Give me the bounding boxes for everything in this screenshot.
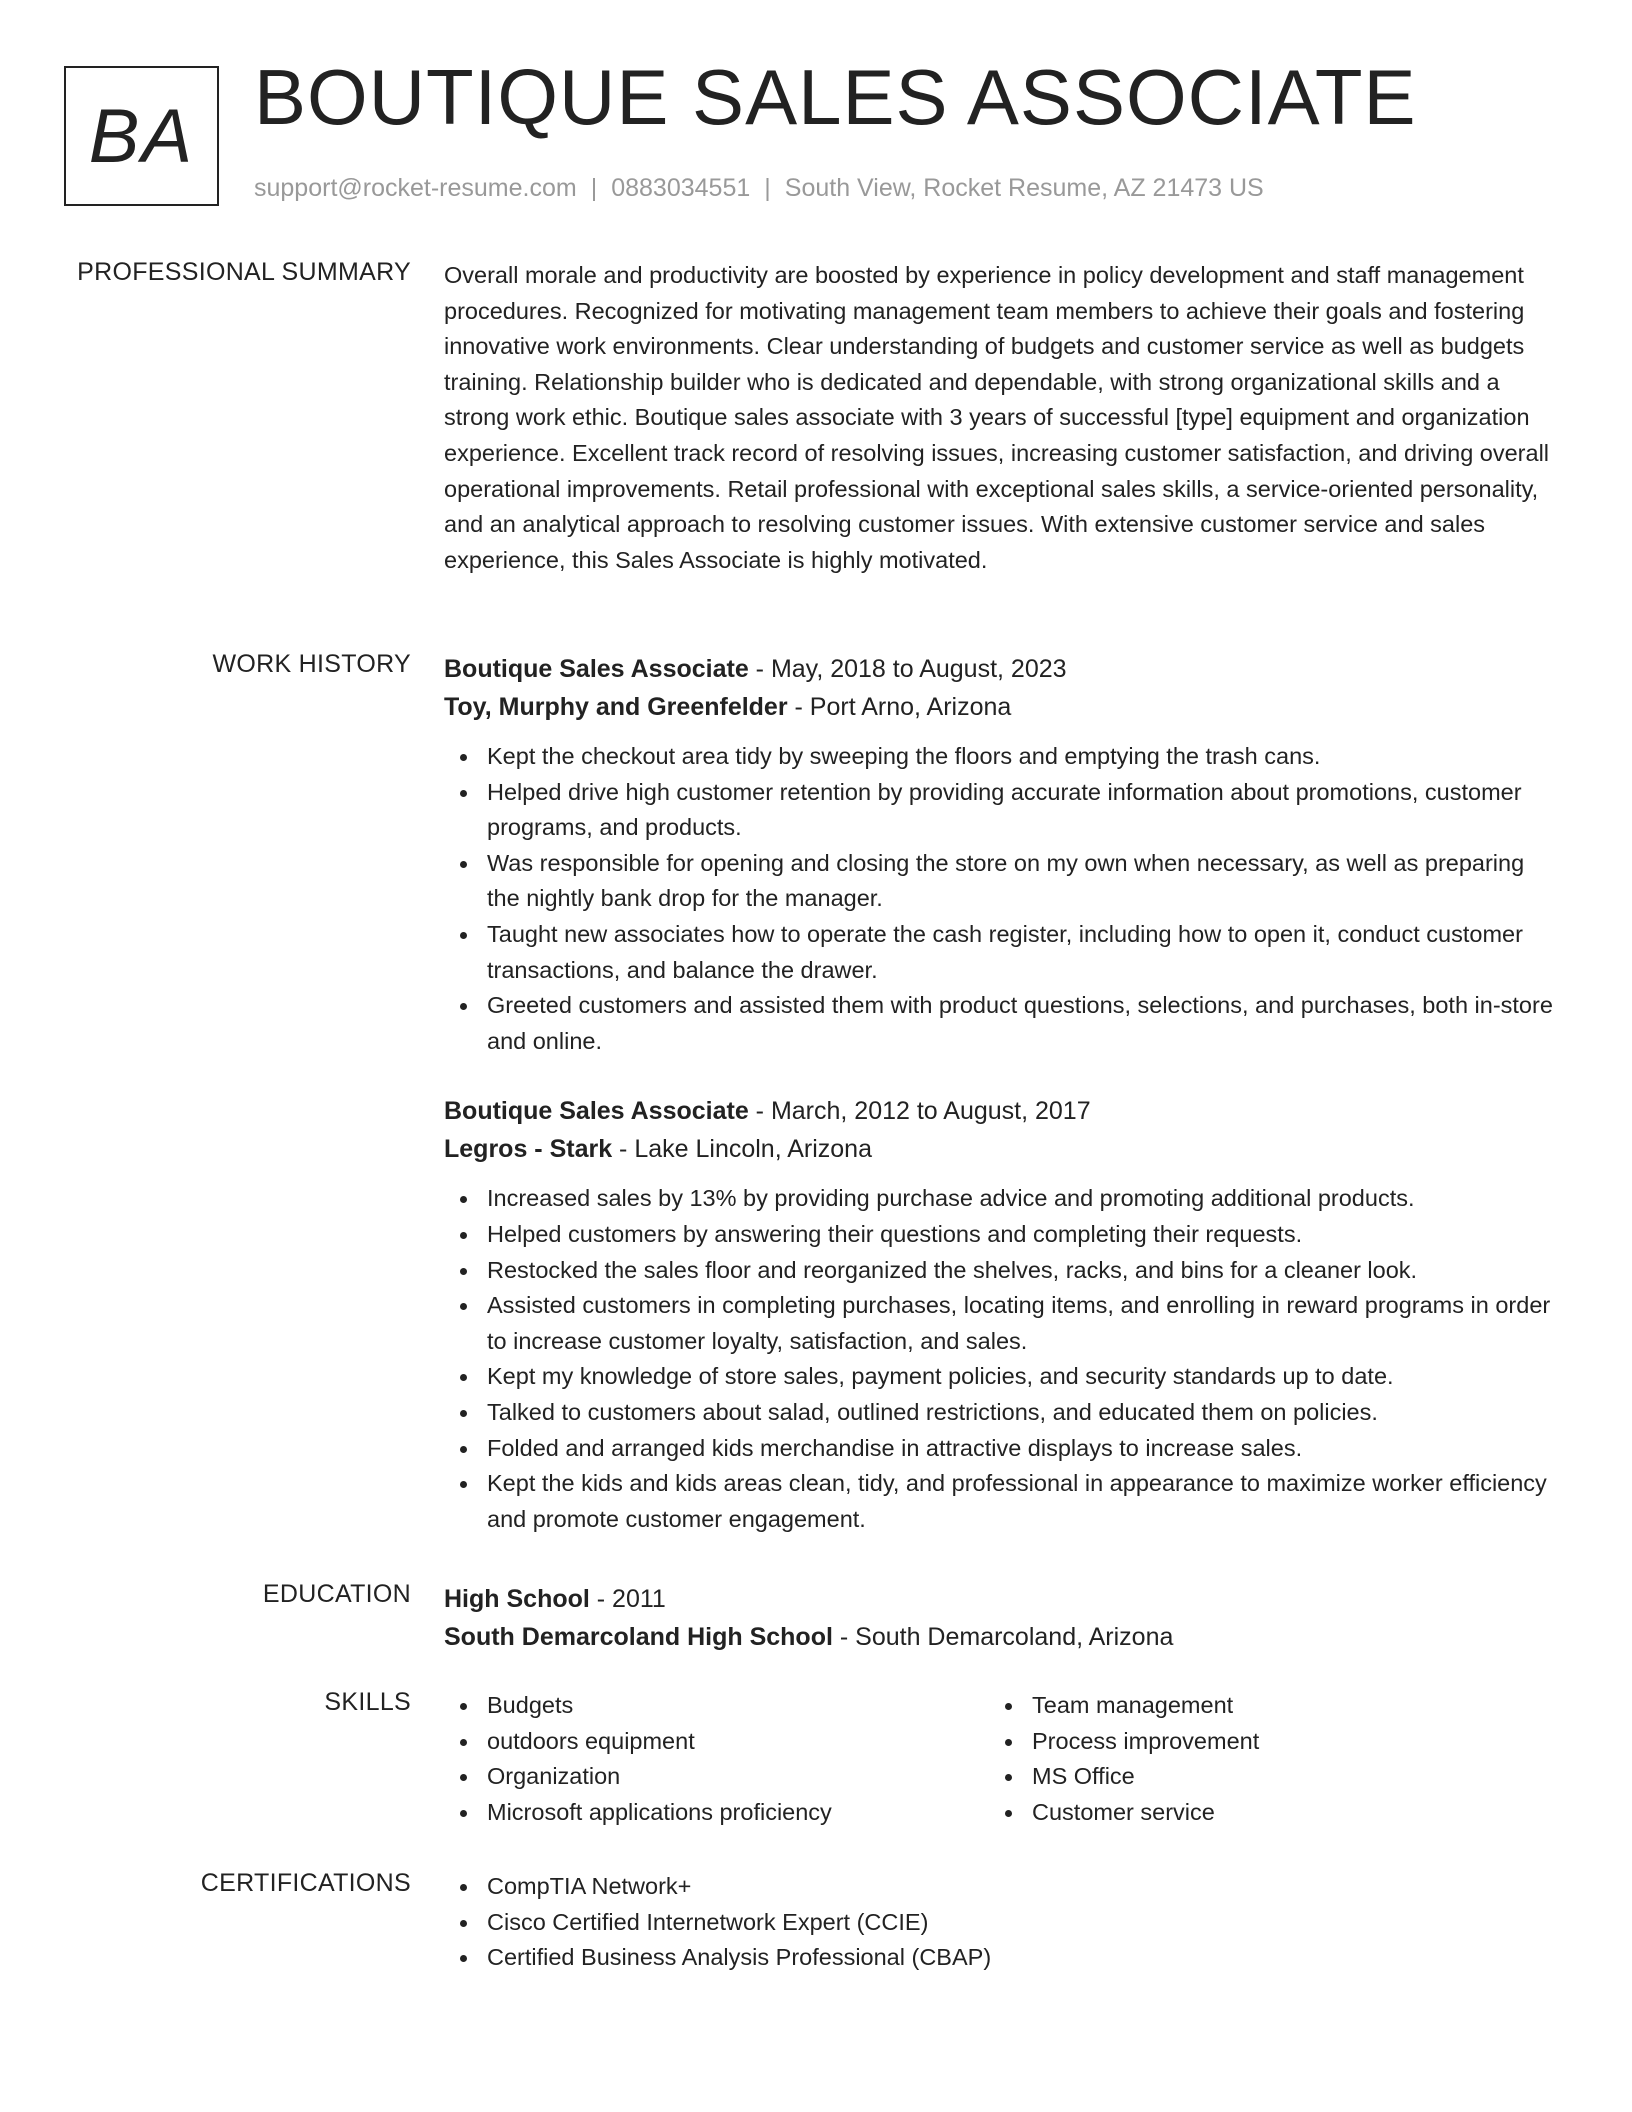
education-heading: EDUCATION: [262, 1580, 411, 1608]
job-bullet: Kept the checkout area tidy by sweeping the floors and emptying the trash cans.: [487, 739, 1554, 775]
certification-item: CompTIA Network+: [487, 1869, 1554, 1905]
job-bullet: Folded and arranged kids merchandise in attractive displays to increase sales.: [487, 1431, 1554, 1467]
skill-item: Process improvement: [1032, 1724, 1534, 1760]
contact-line: [254, 174, 1264, 203]
certification-item: Cisco Certified Internetwork Expert (CCIE): [487, 1905, 1554, 1941]
skill-item: MS Office: [1032, 1759, 1534, 1795]
job-bullet: Helped drive high customer retention by providing accurate information about promotions, customer programs, and products.: [487, 775, 1554, 846]
education-location: - South Demarcoland, Arizona: [832, 1623, 1174, 1651]
job-entry: [444, 1092, 1554, 1537]
job-location: - Port Arno, Arizona: [787, 693, 1012, 721]
job-dates: - March, 2012 to August, 2017: [748, 1097, 1091, 1126]
skills-body: [444, 1688, 1554, 1830]
contact-email[interactable]: support@rocket-resume.com: [254, 174, 577, 202]
skill-item: Team management: [1032, 1688, 1534, 1724]
job-title: Boutique Sales Associate: [444, 1097, 749, 1126]
job-location: - Lake Lincoln, Arizona: [612, 1135, 872, 1164]
job-title-line: [444, 650, 1554, 688]
education-degree: High School: [444, 1585, 590, 1613]
certifications-body: [444, 1869, 1554, 1976]
job-company: Legros - Stark: [444, 1135, 613, 1164]
resume-title: BOUTIQUE SALES ASSOCIATE: [254, 53, 1417, 141]
job-title: Boutique Sales Associate: [444, 655, 749, 683]
certification-item: Certified Business Analysis Professional (CBAP): [487, 1940, 1554, 1976]
skill-item: Budgets: [487, 1688, 989, 1724]
work-history-heading: WORK HISTORY: [212, 650, 411, 678]
job-bullet: Assisted customers in completing purchases, locating items, and enrolling in reward programs in order to increase customer loyalty, satisfaction, and sales.: [487, 1288, 1554, 1359]
job-company: Toy, Murphy and Greenfelder: [444, 693, 788, 721]
job-bullet: Helped customers by answering their questions and completing their requests.: [487, 1217, 1554, 1253]
job-bullets: [444, 739, 1554, 1059]
skill-item: outdoors equipment: [487, 1724, 989, 1760]
job-bullet: Greeted customers and assisted them with product questions, selections, and purchases, both in-store and online.: [487, 988, 1554, 1059]
job-bullet: Kept the kids and kids areas clean, tidy, and professional in appearance to maximize worker efficiency and promote customer engagement.: [487, 1466, 1554, 1537]
monogram-box: [64, 66, 219, 206]
job-dates: - May, 2018 to August, 2023: [748, 655, 1067, 683]
summary-heading: PROFESSIONAL SUMMARY: [77, 258, 411, 286]
education-degree-line: [444, 1580, 1554, 1618]
contact-separator: |: [590, 174, 598, 202]
job-bullet: Was responsible for opening and closing the store on my own when necessary, as well as preparing the nightly bank drop for the manager.: [487, 846, 1554, 917]
job-entry: [444, 650, 1554, 1059]
contact-separator: |: [764, 174, 771, 202]
summary-text: Overall morale and productivity are boosted by experience in policy development and staff management procedures. Recognized for motivating management team members to achieve their goals and fostering innovative work environments. Clear understanding of budgets and customer service as well as budgets training. Relationship builder who is dedicated and dependable, with strong organizational skills and a strong work ethic. Boutique sales associate with 3 years of successful [type] equipment and organization experience. Excellent track record of resolving issues, increasing customer satisfaction, and driving overall operational improvements. Retail professional with exceptional sales skills, a service-oriented personality, and an analytical approach to resolving customer issues. With extensive customer service and sales experience, this Sales Associate is highly motivated.: [444, 262, 1550, 573]
work-history-body: [444, 650, 1554, 1537]
job-company-line: [444, 688, 1554, 726]
summary-body: [444, 258, 1554, 578]
education-school-line: [444, 1618, 1554, 1656]
skills-column-left: [444, 1688, 989, 1830]
job-bullet: Restocked the sales floor and reorganized the shelves, racks, and bins for a cleaner look.: [487, 1253, 1554, 1289]
contact-phone[interactable]: 0883034551: [611, 174, 751, 202]
skill-item: Microsoft applications proficiency: [487, 1795, 989, 1831]
initials: BA: [88, 93, 195, 179]
job-title-line: [444, 1092, 1554, 1130]
skill-item: Customer service: [1032, 1795, 1534, 1831]
job-bullet: Kept my knowledge of store sales, payment policies, and security standards up to date.: [487, 1359, 1554, 1395]
job-bullet: Talked to customers about salad, outlined restrictions, and educated them on policies.: [487, 1395, 1554, 1431]
education-body: [444, 1580, 1554, 1656]
job-bullet: Taught new associates how to operate the cash register, including how to open it, conduct customer transactions, and balance the drawer.: [487, 917, 1554, 988]
certifications-list: [444, 1869, 1554, 1976]
skills-heading: SKILLS: [324, 1688, 411, 1716]
skills-column-right: [989, 1688, 1534, 1830]
job-bullets: [444, 1181, 1554, 1537]
job-bullet: Increased sales by 13% by providing purchase advice and promoting additional products.: [487, 1181, 1554, 1217]
education-year: - 2011: [589, 1585, 666, 1613]
education-school: South Demarcoland High School: [444, 1623, 833, 1651]
skills-grid: [444, 1688, 1554, 1830]
job-company-line: [444, 1130, 1554, 1168]
skill-item: Organization: [487, 1759, 989, 1795]
certifications-heading: CERTIFICATIONS: [200, 1869, 411, 1897]
contact-address: South View, Rocket Resume, AZ 21473 US: [784, 174, 1264, 202]
